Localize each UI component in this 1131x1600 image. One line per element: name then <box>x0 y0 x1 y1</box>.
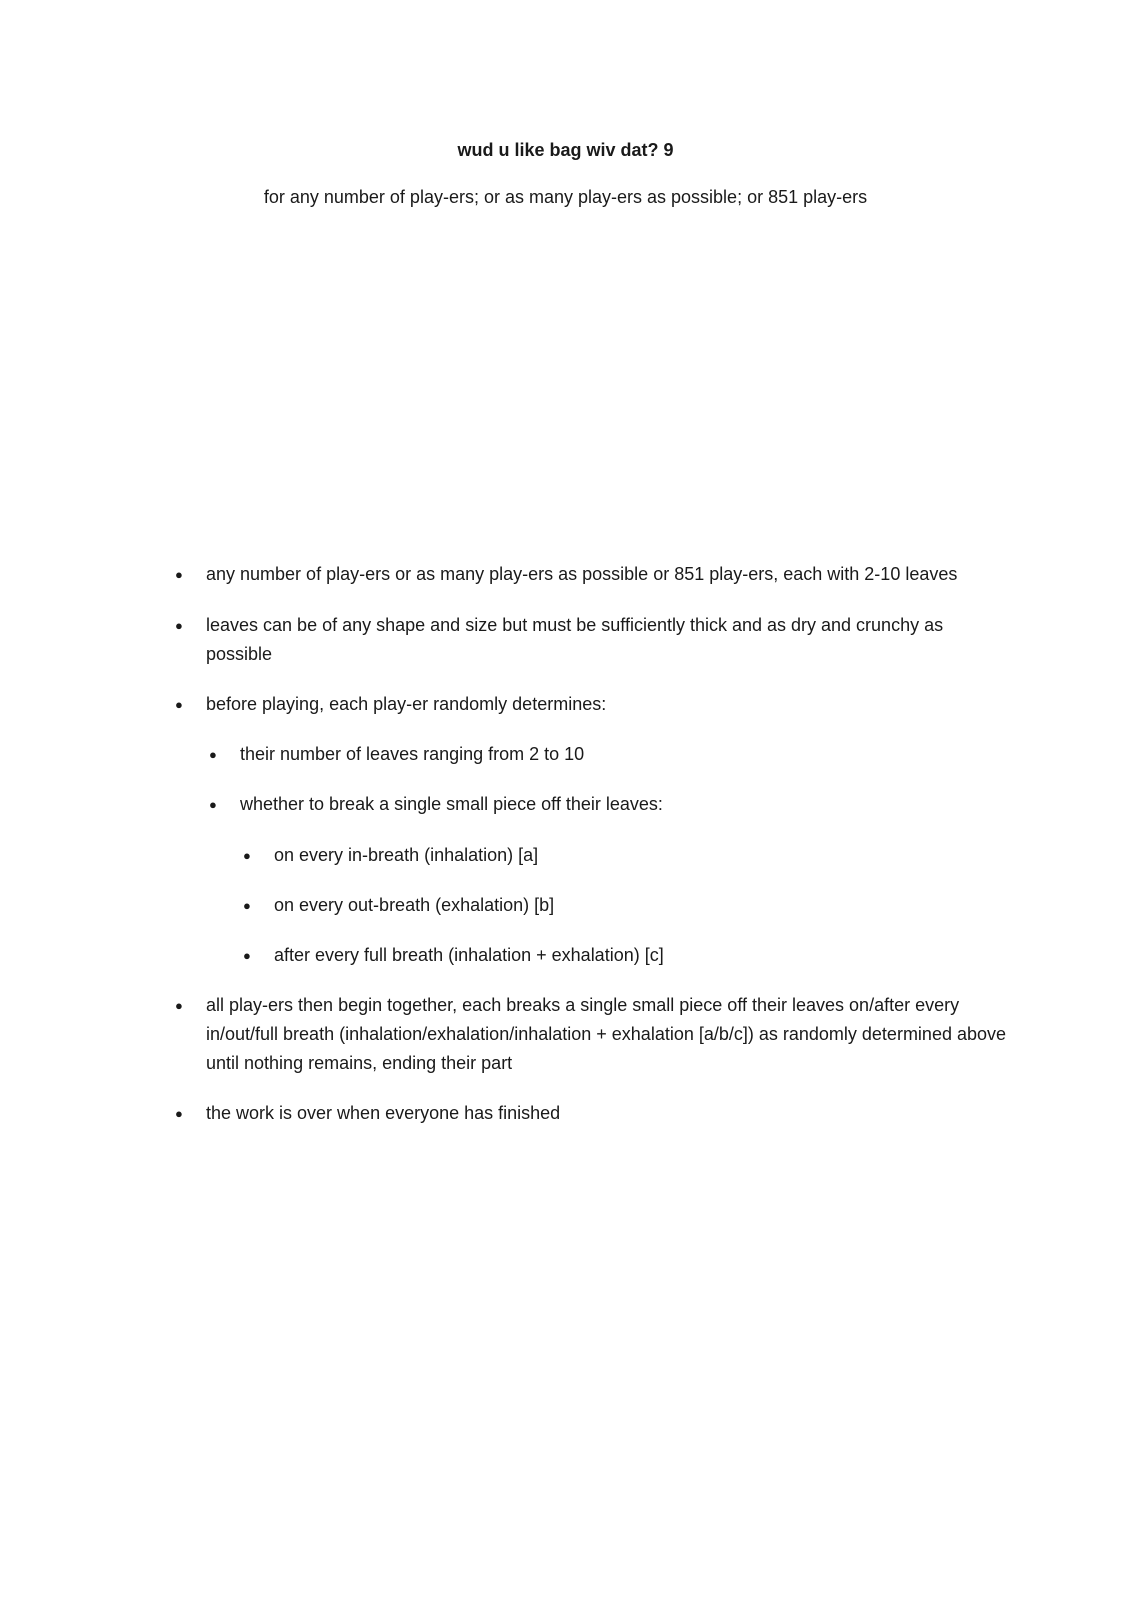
document-subtitle: for any number of play-ers; or as many play-ers as possible; or 851 play-ers <box>263 187 868 207</box>
bullet-icon: ● <box>243 948 251 963</box>
list-item-text: leaves can be of any shape and size but must be sufficiently thick and as dry and crunchy as possible <box>206 615 944 664</box>
list-item-text: the work is over when everyone has finished <box>206 1103 561 1123</box>
document-title: wud u like bag wiv dat? 9 <box>457 140 674 160</box>
bullet-icon: ● <box>175 998 183 1013</box>
bullet-icon: ● <box>243 898 251 913</box>
bullet-icon: ● <box>209 747 217 762</box>
list-item <box>209 790 1000 819</box>
list-item-text: before playing, each play-er randomly determines: <box>206 694 607 714</box>
list-item <box>243 841 994 870</box>
bullet-icon: ● <box>209 797 217 812</box>
bullet-icon: ● <box>175 567 183 582</box>
bullet-icon: ● <box>175 1106 183 1121</box>
list-item <box>243 891 994 920</box>
list-item <box>209 740 1000 769</box>
list-item <box>175 560 1006 589</box>
list-item-text: on every in-breath (inhalation) [a] <box>274 845 539 865</box>
list-item <box>175 1099 1006 1128</box>
bullet-icon: ● <box>175 618 183 633</box>
list-item-text: whether to break a single small piece off their leaves: <box>240 794 663 814</box>
list-item-text: their number of leaves ranging from 2 to 10 <box>240 744 585 764</box>
list-item-text: after every full breath (inhalation + exhalation) [c] <box>274 945 664 965</box>
list-item <box>175 991 1007 1078</box>
bullet-icon: ● <box>175 697 183 712</box>
bullet-icon: ● <box>243 848 251 863</box>
list-item <box>175 690 1006 719</box>
list-item <box>243 941 994 970</box>
list-item-text: on every out-breath (exhalation) [b] <box>274 895 555 915</box>
list-item <box>175 611 1006 669</box>
list-item-text: any number of play-ers or as many play-ers as possible or 851 play-ers, each with 2-10 leaves <box>206 564 958 584</box>
list-item-text: all play-ers then begin together, each breaks a single small piece off their leaves on/after every in/out/full breath (inhalation/exhalation/inhalation + exhalation [a/b/c]) as randomly determined above until nothing remains, ending their part <box>206 995 1007 1073</box>
